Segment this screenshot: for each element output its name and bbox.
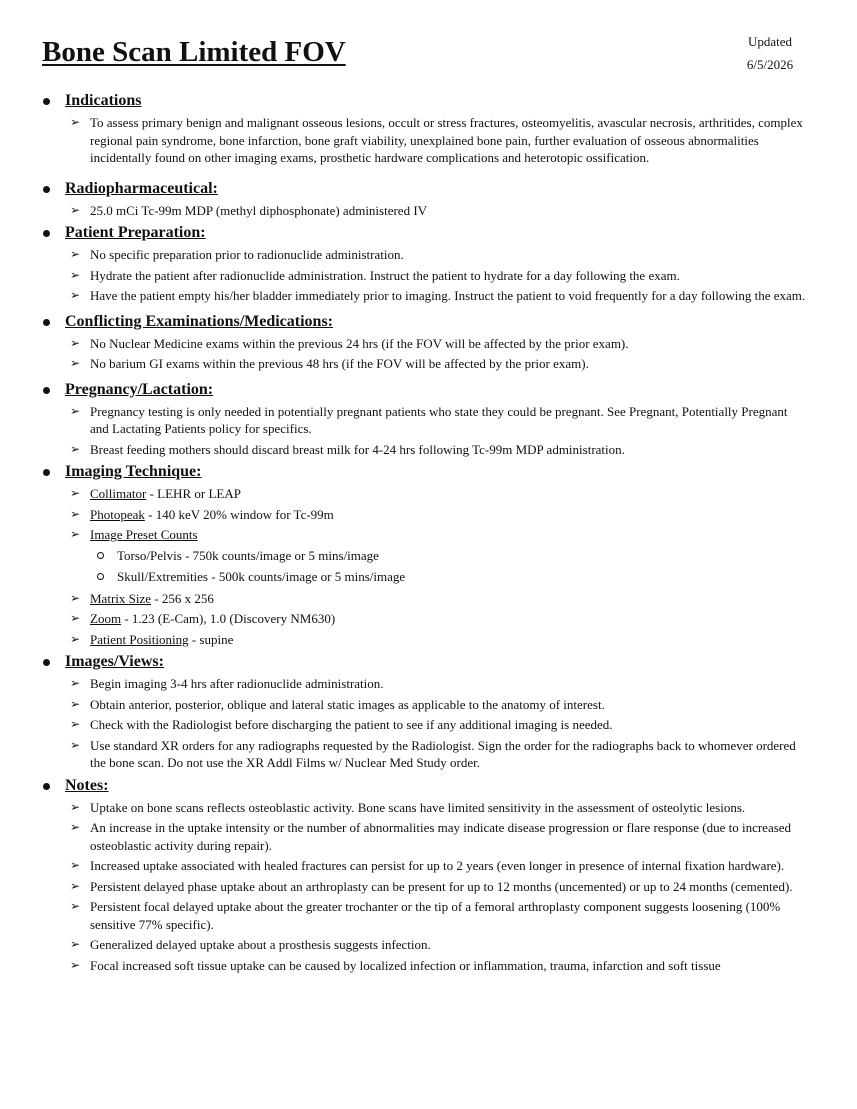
updated-block bbox=[730, 30, 810, 76]
page-title: Bone Scan Limited FOV bbox=[42, 36, 346, 68]
arrow-bullet-icon: ➢ bbox=[70, 696, 81, 711]
arrow-bullet-icon: ➢ bbox=[70, 858, 81, 872]
section-indications bbox=[0, 90, 857, 167]
arrow-bullet-icon: ➢ bbox=[70, 737, 81, 752]
updated-label: Updated bbox=[747, 34, 793, 49]
list-item: ➢ Uptake on bone scans reflects osteoblastic activity. Bone scans have limited sensitivity in the assessment of osteolytic lesions. bbox=[70, 799, 746, 815]
section-heading: Patient Preparation: bbox=[65, 224, 206, 241]
list-item: ➢ Increased uptake associated with healed fractures can persist for up to 2 years (even longer in presence of internal fixation hardware). bbox=[70, 858, 785, 873]
section-imaging-technique bbox=[0, 461, 857, 648]
updated-date: 6/5/2026 bbox=[746, 57, 794, 72]
arrow-bullet-icon: ➢ bbox=[70, 937, 81, 951]
list-item: ➢ Pregnancy testing is only needed in potentially pregnant patients who state they could be pregnant. See Pregnant, Potentially Pregnant and Lactating Patients policy for specifics. bbox=[70, 403, 788, 436]
list-item: ➢ Collimator - LEHR or LEAP bbox=[70, 486, 241, 501]
section-heading: Imaging Technique: bbox=[65, 463, 202, 480]
arrow-bullet-icon: ➢ bbox=[70, 957, 81, 972]
list-item: ➢ Have the patient empty his/her bladder immediately prior to imaging. Instruct the patient to void frequently for a day following the exam. bbox=[70, 288, 806, 303]
bullet-dot bbox=[43, 387, 50, 394]
arrow-bullet-icon: ➢ bbox=[70, 878, 81, 893]
list-item: ➢ Focal increased soft tissue uptake can be caused by localized infection or inflammation, trauma, infarction and soft tissue bbox=[70, 957, 721, 973]
list-item: ➢ No specific preparation prior to radionuclide administration. bbox=[70, 247, 404, 262]
arrow-bullet-icon: ➢ bbox=[70, 335, 81, 350]
arrow-bullet-icon: ➢ bbox=[70, 506, 81, 521]
arrow-bullet-icon: ➢ bbox=[70, 717, 81, 731]
arrow-bullet-icon: ➢ bbox=[70, 799, 81, 814]
section-patient-preparation bbox=[0, 222, 857, 305]
arrow-bullet-icon: ➢ bbox=[70, 820, 81, 834]
list-item: ➢ Persistent delayed phase uptake about an arthroplasty can be present for up to 12 months (uncemented) or up to 24 months (cemented). bbox=[70, 878, 793, 894]
list-item: ➢ No Nuclear Medicine exams within the previous 24 hrs (if the FOV will be affected by the prior exam). bbox=[70, 335, 629, 351]
section-images-views bbox=[0, 651, 857, 772]
arrow-bullet-icon: ➢ bbox=[70, 247, 81, 261]
list-item: ➢ Breast feeding mothers should discard breast milk for 4-24 hrs following Tc-99m MDP administration. bbox=[70, 441, 625, 457]
list-item: ➢ An increase in the uptake intensity or the number of abnormalities may indicate disease progression or flare response (due to increased osteoblastic activity during repair). bbox=[70, 820, 792, 853]
sub-list-item: Torso/Pelvis - 750k counts/image or 5 mins/image bbox=[0, 547, 857, 565]
list-item: ➢ Persistent focal delayed uptake about the greater trochanter or the tip of a femoral arthroplasty component suggests loosening (100% sensitive 77% specific). bbox=[70, 899, 781, 932]
section-pregnancy bbox=[0, 379, 857, 459]
arrow-bullet-icon: ➢ bbox=[70, 267, 81, 282]
arrow-bullet-icon: ➢ bbox=[70, 590, 81, 605]
list-item: ➢ Matrix Size - 256 x 256 bbox=[70, 590, 214, 606]
arrow-bullet-icon: ➢ bbox=[70, 527, 81, 541]
bullet-dot bbox=[43, 230, 50, 237]
list-item: ➢ To assess primary benign and malignant osseous lesions, occult or stress fractures, osteomyelitis, avascular necrosis, arthritides, complex regional pain syndrome, bone infarction, bone graft viability, unexplained bone pain, further evaluation of osseous abnormalities incidentally found on other imaging exams, prosthetic hardware complications and heterotopic ossification. bbox=[70, 115, 803, 165]
bullet-dot bbox=[43, 186, 50, 193]
arrow-bullet-icon: ➢ bbox=[70, 441, 81, 456]
section-heading: Radiopharmaceutical: bbox=[65, 179, 218, 197]
arrow-bullet-icon: ➢ bbox=[70, 288, 81, 302]
sub-list-item: Skull/Extremities - 500k counts/image or 5 mins/image bbox=[0, 568, 857, 586]
list-item: ➢ 25.0 mCi Tc-99m MDP (methyl diphosphonate) administered IV bbox=[70, 202, 428, 218]
arrow-bullet-icon: ➢ bbox=[70, 486, 81, 500]
section-conflicting bbox=[0, 311, 857, 373]
circle-bullet-icon bbox=[97, 552, 104, 559]
bullet-dot bbox=[43, 659, 50, 666]
section-heading: Images/Views: bbox=[65, 653, 164, 670]
section-radiopharmaceutical bbox=[0, 178, 857, 220]
list-item: ➢ Hydrate the patient after radionuclide administration. Instruct the patient to hydrate for a day following the exam. bbox=[70, 267, 680, 283]
section-notes bbox=[0, 775, 857, 975]
list-item: ➢ Patient Positioning - supine bbox=[70, 631, 234, 647]
bullet-dot bbox=[43, 783, 50, 790]
bullet-dot bbox=[43, 319, 50, 326]
document-body bbox=[0, 90, 857, 977]
bullet-dot bbox=[43, 98, 50, 105]
list-item: ➢ Generalized delayed uptake about a prosthesis suggests infection. bbox=[70, 937, 431, 952]
circle-bullet-icon bbox=[97, 573, 104, 580]
list-item: ➢ Image Preset Counts bbox=[70, 527, 198, 542]
arrow-bullet-icon: ➢ bbox=[70, 899, 81, 913]
arrow-bullet-icon: ➢ bbox=[70, 403, 81, 418]
section-heading: Indications bbox=[65, 92, 142, 109]
arrow-bullet-icon: ➢ bbox=[70, 202, 81, 217]
list-item: ➢ Check with the Radiologist before discharging the patient to see if any additional imaging is needed. bbox=[70, 717, 613, 732]
section-heading: Pregnancy/Lactation: bbox=[65, 380, 214, 398]
list-item: ➢ Photopeak - 140 keV 20% window for Tc-99m bbox=[70, 506, 334, 522]
arrow-bullet-icon: ➢ bbox=[70, 115, 81, 129]
arrow-bullet-icon: ➢ bbox=[70, 676, 81, 690]
arrow-bullet-icon: ➢ bbox=[70, 611, 81, 625]
section-heading: Notes: bbox=[65, 776, 109, 794]
arrow-bullet-icon: ➢ bbox=[70, 631, 81, 646]
list-item: ➢ Zoom - 1.23 (E-Cam), 1.0 (Discovery NM630) bbox=[70, 611, 336, 626]
bullet-dot bbox=[43, 469, 50, 476]
list-item: ➢ Obtain anterior, posterior, oblique and lateral static images as applicable to the anatomy of interest. bbox=[70, 696, 605, 712]
section-heading: Conflicting Examinations/Medications: bbox=[65, 312, 334, 330]
list-item: ➢ No barium GI exams within the previous 48 hrs (if the FOV will be affected by the prior exam). bbox=[70, 356, 589, 371]
list-item: ➢ Begin imaging 3-4 hrs after radionuclide administration. bbox=[70, 676, 384, 691]
arrow-bullet-icon: ➢ bbox=[70, 356, 81, 370]
list-item: ➢ Use standard XR orders for any radiographs requested by the Radiologist. Sign the order for the radiographs back to whomever ordered the bone scan. Do not use the XR Addl Films w/ Nuclear Med Study order. bbox=[70, 737, 796, 770]
